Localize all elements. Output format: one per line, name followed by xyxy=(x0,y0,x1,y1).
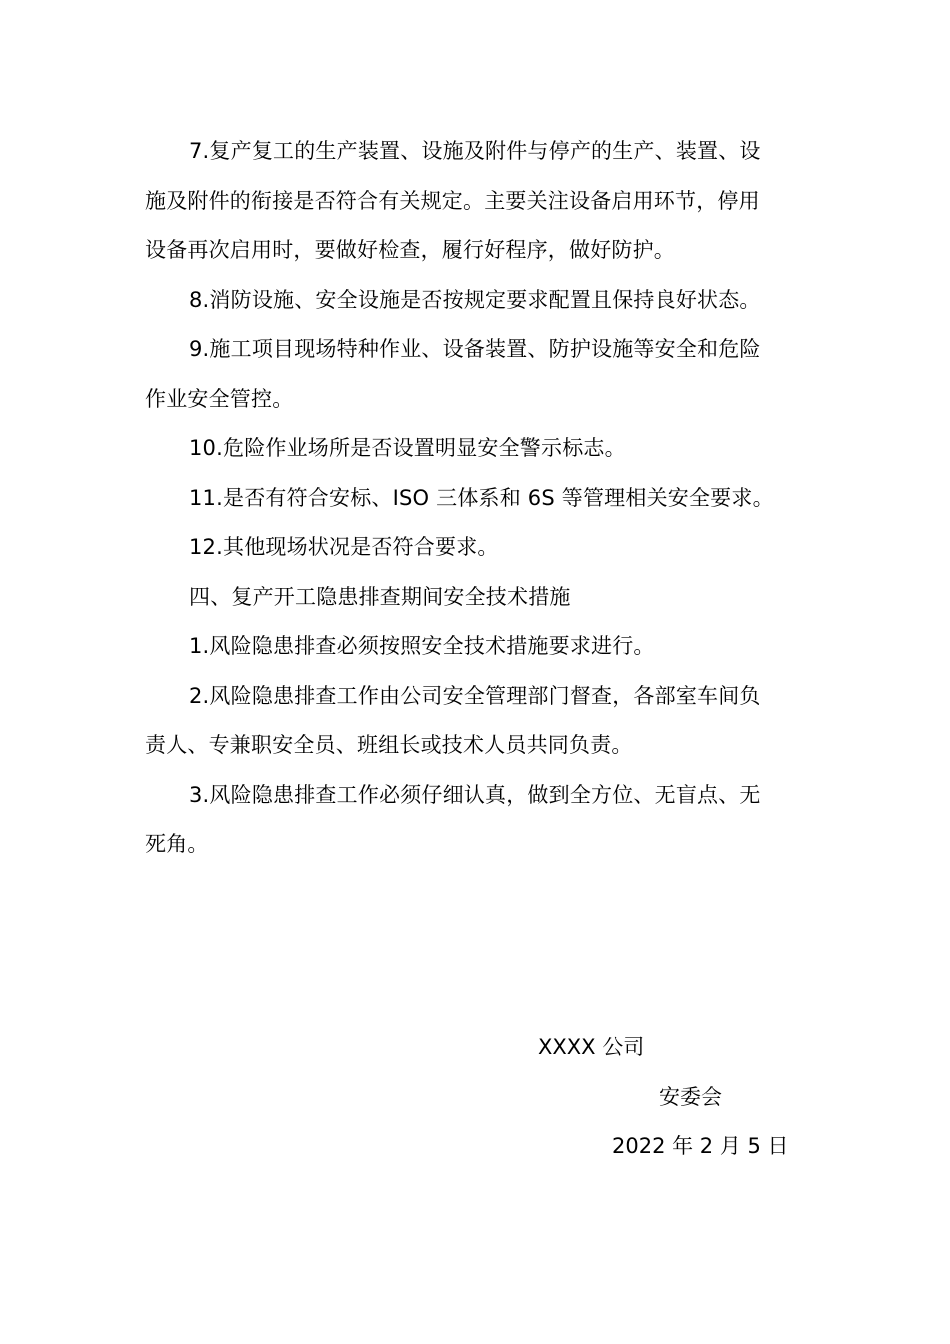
text-line: 7.复产复工的生产装置、设施及附件与停产的生产、装置、设 xyxy=(189,139,761,163)
paragraph-item-8 xyxy=(145,276,807,326)
paragraph-item-7 xyxy=(145,127,807,276)
text-line: 12.其他现场状况是否符合要求。 xyxy=(189,535,499,559)
text-line: 施及附件的衔接是否符合有关规定。主要关注设备启用环节，停用 xyxy=(145,188,760,213)
paragraph-item-9 xyxy=(145,325,807,424)
paragraph-item-10 xyxy=(145,424,807,474)
text-line: 10.危险作业场所是否设置明显安全警示标志。 xyxy=(189,436,626,460)
section-heading-4 xyxy=(145,573,807,623)
signature-company: XXXX 公司 xyxy=(538,1035,645,1059)
text-line: 设备再次启用时，要做好检查，履行好程序，做好防护。 xyxy=(145,238,675,262)
text-line: 作业安全管控。 xyxy=(145,386,294,411)
text-line: 2.风险隐患排查工作由公司安全管理部门督查，各部室车间负 xyxy=(189,683,761,708)
paragraph-measure-1 xyxy=(145,622,807,672)
text-line: 死角。 xyxy=(145,832,209,856)
text-line: 9.施工项目现场特种作业、设备装置、防护设施等安全和危险 xyxy=(189,337,761,361)
text-line: 四、复产开工隐患排查期间安全技术措施 xyxy=(189,584,571,609)
text-line: 1.风险隐患排查必须按照安全技术措施要求进行。 xyxy=(189,634,655,658)
paragraph-measure-2 xyxy=(145,672,807,771)
paragraph-item-11 xyxy=(145,474,807,524)
document-body xyxy=(145,127,807,870)
signature-date: 2022 年 2 月 5 日 xyxy=(612,1134,789,1158)
text-line: 11.是否有符合安标、ISO 三体系和 6S 等管理相关安全要求。 xyxy=(189,485,774,510)
paragraph-item-12 xyxy=(145,523,807,573)
paragraph-measure-3 xyxy=(145,771,807,870)
text-line: 8.消防设施、安全设施是否按规定要求配置且保持良好状态。 xyxy=(189,287,761,312)
text-line: 责人、专兼职安全员、班组长或技术人员共同负责。 xyxy=(145,733,633,757)
signature-committee: 安委会 xyxy=(659,1085,722,1109)
text-line: 3.风险隐患排查工作必须仔细认真，做到全方位、无盲点、无 xyxy=(189,782,761,807)
